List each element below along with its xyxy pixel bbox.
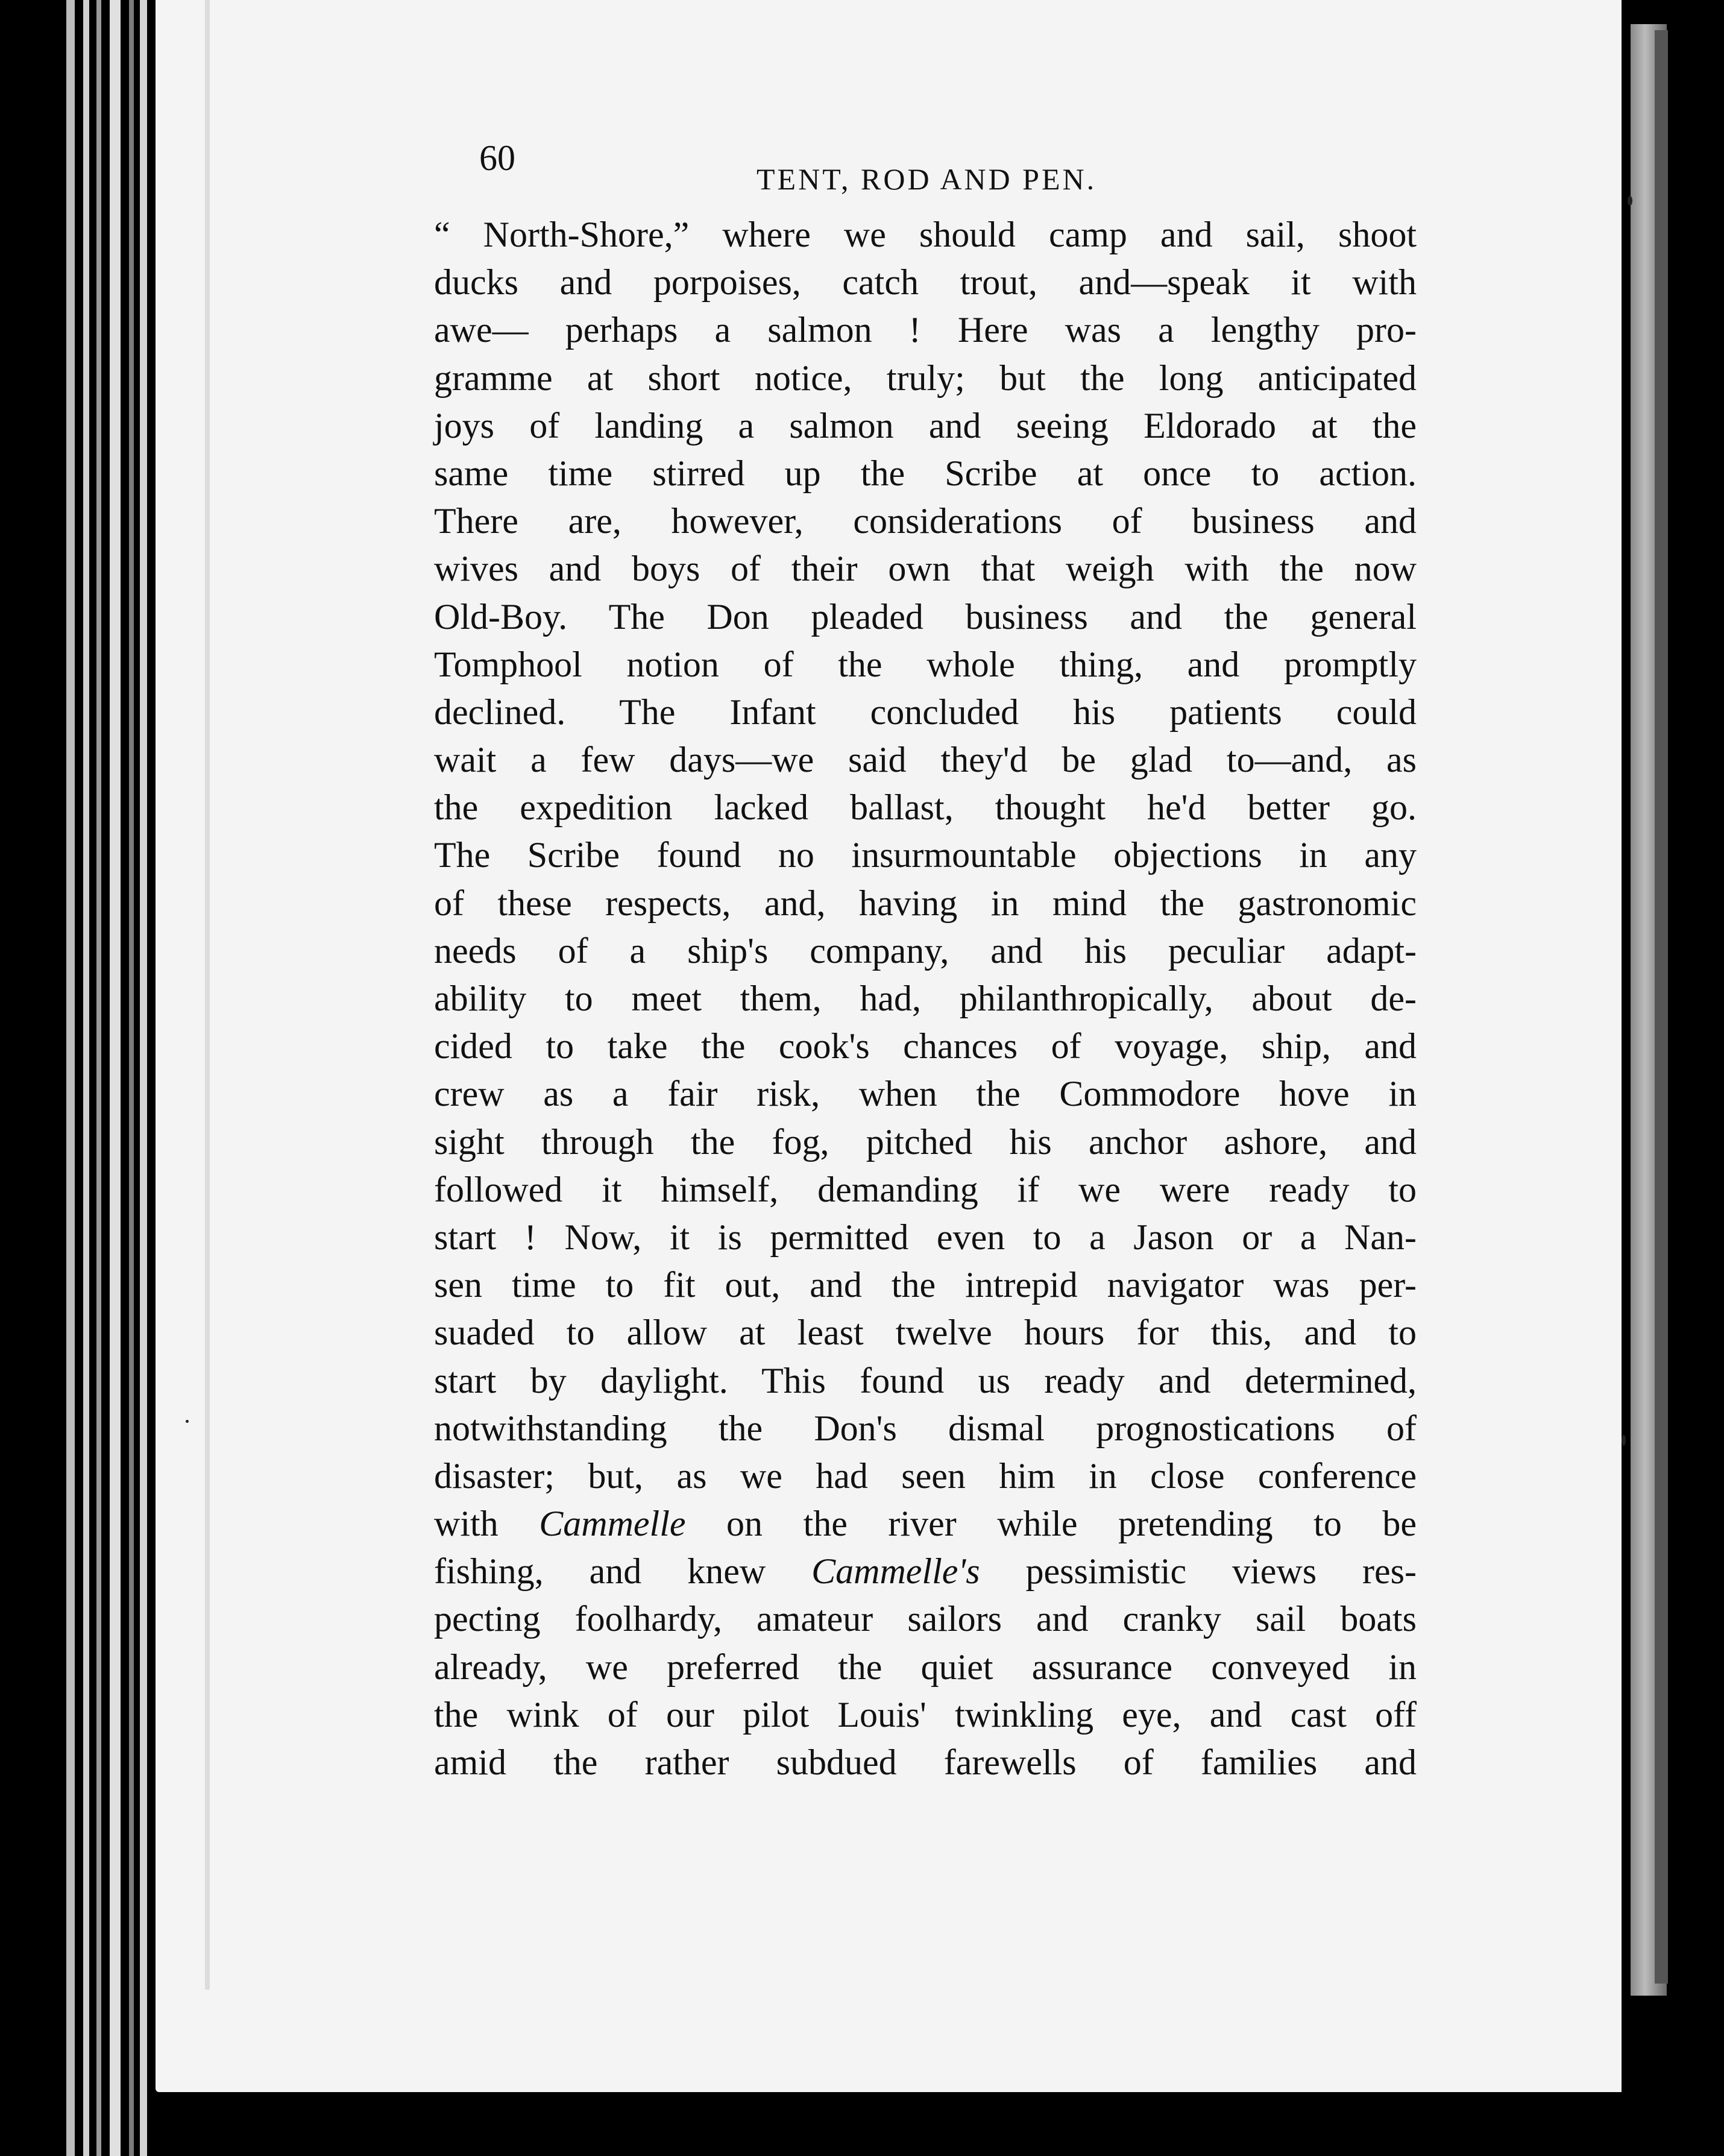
text-segment: fishing, and knew (434, 1551, 812, 1592)
text-line: followed it himself, demanding if we were ready to (434, 1169, 1417, 1209)
text-line: sight through the fog, pitched his anchor ashore, and (434, 1121, 1417, 1162)
text-line: start by daylight. This found us ready and determined, (434, 1360, 1417, 1401)
text-line: the expedition lacked ballast, thought he'd better go. (434, 787, 1417, 828)
page-stack-edge (66, 0, 75, 2156)
text-line-with-italic (434, 1500, 1417, 1548)
page-stack-edge (140, 0, 147, 2156)
text-line: The Scribe found no insurmountable objections in any (434, 835, 1417, 875)
text-segment: on the river while pretending to be (685, 1504, 1417, 1544)
text-line: ducks and porpoises, catch trout, and—speak it with (434, 262, 1417, 303)
page-header (479, 137, 1402, 196)
text-line: same time stirred up the Scribe at once to action. (434, 453, 1417, 493)
text-line: needs of a ship's company, and his peculiar adapt- (434, 930, 1417, 971)
italic-name: Cammelle's (811, 1551, 980, 1592)
text-line: cided to take the cook's chances of voyage, ship, and (434, 1026, 1417, 1067)
text-line: gramme at short notice, truly; but the long anticipated (434, 358, 1417, 398)
scan-speck (1628, 196, 1632, 206)
text-line: start ! Now, it is permitted even to a Jason or a Nan- (434, 1217, 1417, 1257)
page-stack-edge (129, 0, 134, 2156)
text-line: “ North-Shore,” where we should camp and sail, shoot (434, 215, 1417, 254)
text-line: There are, however, considerations of business and (434, 501, 1417, 541)
text-line: ability to meet them, had, philanthropically, about de- (434, 979, 1417, 1018)
text-segment: with (434, 1504, 540, 1544)
text-line: pecting foolhardy, amateur sailors and cranky sail boats (434, 1599, 1417, 1639)
page-stack-edge (83, 0, 89, 2156)
text-line: Old-Boy. The Don pleaded business and the general (434, 596, 1417, 637)
running-head: TENT, ROD AND PEN. (757, 162, 1097, 196)
italic-name: Cammelle (539, 1504, 686, 1544)
text-line: the wink of our pilot Louis' twinkling eye, and cast off (434, 1694, 1417, 1735)
text-line: joys of landing a salmon and seeing Eldorado at the (434, 405, 1417, 446)
text-segment: pessimistic views res- (980, 1551, 1417, 1592)
text-line: declined. The Infant concluded his patients could (434, 692, 1417, 732)
page-stack-edge (110, 0, 121, 2156)
text-line: of these respects, and, having in mind the gastronomic (434, 883, 1417, 923)
text-line: notwithstanding the Don's dismal prognostications of (434, 1408, 1417, 1448)
text-line: amid the rather subdued farewells of families and (434, 1742, 1417, 1782)
page-number: 60 (479, 138, 515, 178)
page-inner-edge (205, 0, 210, 1990)
text-line: disaster; but, as we had seen him in close conference (434, 1455, 1417, 1496)
text-line-with-italic (434, 1548, 1417, 1595)
scan-speck (1622, 1435, 1626, 1446)
page-stack-edge (96, 0, 101, 2156)
text-line: already, we preferred the quiet assurance conveyed in (434, 1647, 1417, 1687)
text-line: sen time to fit out, and the intrepid navigator was per- (434, 1265, 1417, 1305)
scan-speck (186, 1420, 189, 1423)
text-line: suaded to allow at least twelve hours for this, and to (434, 1313, 1417, 1353)
text-line: awe— perhaps a salmon ! Here was a lengthy pro- (434, 310, 1417, 350)
text-line: Tomphool notion of the whole thing, and promptly (434, 644, 1417, 684)
facing-page-fold (1655, 30, 1668, 1984)
text-line: wait a few days—we said they'd be glad to—and, as (434, 740, 1417, 780)
text-line: crew as a fair risk, when the Commodore hove in (434, 1074, 1417, 1114)
body-text (434, 211, 1417, 1786)
text-line: wives and boys of their own that weigh with the now (434, 549, 1417, 589)
